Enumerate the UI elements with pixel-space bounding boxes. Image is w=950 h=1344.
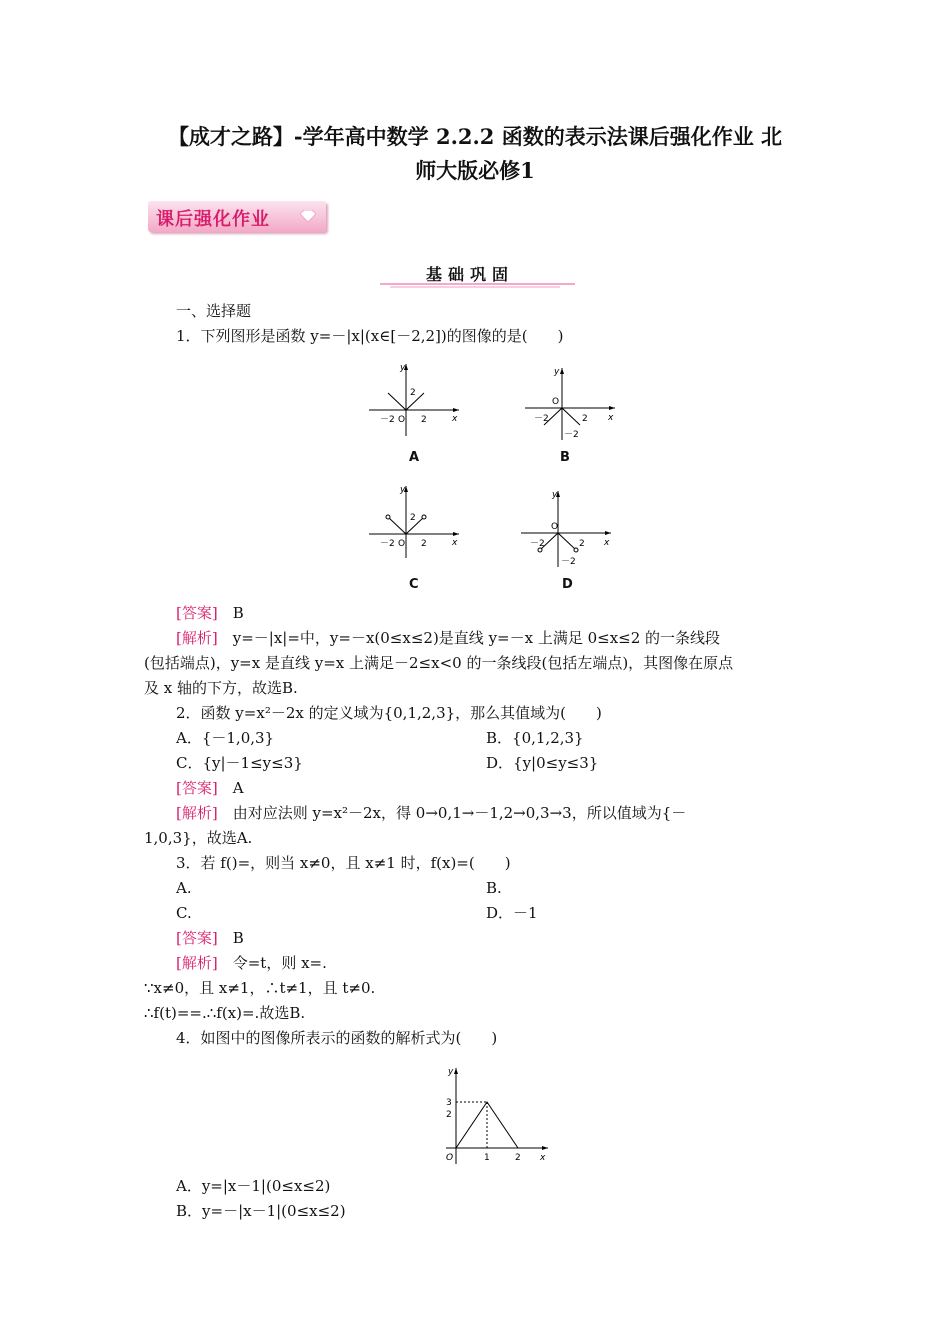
part-heading: 一、选择题 [176, 302, 252, 320]
graph-c-y: y [400, 485, 406, 495]
graph-a-tick-neg2: －2 [380, 415, 395, 425]
graph-a-x: x [452, 414, 458, 424]
title-line-2: 师大版必修1 [415, 158, 535, 183]
q4-graph-tick-2y: 2 [446, 1110, 452, 1120]
diamond-icon [300, 210, 316, 222]
q4-graph-origin: O [446, 1153, 454, 1163]
q3-option-c: C. [176, 904, 192, 922]
q2-option-c: C．{y|－1≤y≤3} [176, 754, 303, 772]
graph-a-label: A [409, 450, 420, 465]
graph-d-label: D [562, 577, 573, 592]
q4-option-a: A．y=|x－1|(0≤x≤2) [176, 1177, 331, 1195]
graph-c-origin: O [398, 539, 406, 549]
q4-graph-tick-2x: 2 [515, 1153, 521, 1163]
q2-answer-value: A [232, 779, 244, 797]
q3-expl-tag: [解析] [176, 954, 218, 972]
graph-d-x: x [604, 538, 610, 548]
graph-a-y: y [400, 363, 406, 373]
graph-c-x: x [452, 538, 458, 548]
q2-answer [176, 776, 244, 801]
section-heading [360, 262, 590, 288]
banner-label: 课后强化作业 [156, 209, 270, 230]
graph-d-origin: O [551, 522, 559, 532]
q1-answer-tag: [答案] [176, 604, 218, 622]
q2-option-b: B．{0,1,2,3} [486, 729, 584, 747]
q2-answer-tag: [答案] [176, 779, 218, 797]
q4-option-b: B．y=－|x－1|(0≤x≤2) [176, 1202, 346, 1220]
q3-option-d: D．－1 [486, 904, 538, 922]
graph-c [364, 482, 464, 560]
q2-explanation-1 [176, 801, 686, 826]
graph-b-y: y [554, 367, 560, 377]
q1-expl-tag: [解析] [176, 629, 218, 647]
q1-explanation-2: (包括端点)，y=x 是直线 y=x 上满足－2≤x<0 的一条线段(包括左端点)，其图像在原点 [144, 654, 734, 672]
graph-q4 [436, 1064, 556, 1168]
q4-graph-y: y [448, 1067, 454, 1077]
graph-b-origin: O [552, 397, 560, 407]
q4-stem: 4．如图中的图像所表示的函数的解析式为( ) [176, 1029, 498, 1047]
q3-explanation-2: ∵x≠0，且 x≠1，∴t≠1，且 t≠0. [144, 979, 376, 997]
q3-explanation-1 [176, 951, 327, 976]
graph-a-origin: O [398, 415, 406, 425]
section-label: 基础巩固 [426, 265, 515, 284]
q4-graph-tick-1: 1 [484, 1153, 490, 1163]
q4-graph-tick-3: 3 [446, 1098, 452, 1108]
graph-c-tick-2x: 2 [421, 539, 427, 549]
q3-answer-value: B [232, 929, 244, 947]
q1-explanation-1 [176, 626, 720, 651]
homework-banner [148, 201, 326, 232]
q3-explanation-3: ∴f(t)==.∴f(x)=.故选B. [144, 1004, 306, 1022]
graph-a-tick-2x: 2 [421, 415, 427, 425]
graph-c-label: C [409, 577, 419, 592]
q2-expl-text-1: 由对应法则 y=x²－2x，得 0→0,1→－1,2→0,3→3，所以值域为{－ [232, 804, 687, 822]
q2-option-a: A．{－1,0,3} [176, 729, 275, 747]
q2-expl-tag: [解析] [176, 804, 218, 822]
graph-b-tick-neg2y: －2 [564, 430, 579, 440]
graph-c-tick-neg2: －2 [380, 539, 395, 549]
q1-stem: 1．下列图形是函数 y=－|x|(x∈[－2,2])的图像的是( ) [176, 327, 564, 345]
q3-answer [176, 926, 244, 951]
page-title [120, 120, 830, 188]
q1-answer-value: B [232, 604, 244, 622]
graph-c-tick-2y: 2 [410, 513, 416, 523]
q3-option-b: B. [486, 879, 502, 897]
graph-d-tick-neg2: －2 [530, 539, 545, 549]
q1-explanation-3: 及 x 轴的下方，故选B. [144, 679, 298, 697]
graph-b [520, 364, 620, 442]
graph-d-tick-2x: 2 [579, 539, 585, 549]
q2-option-d: D．{y|0≤y≤3} [486, 754, 599, 772]
graph-b-tick-neg2: －2 [534, 414, 549, 424]
q1-answer [176, 601, 244, 626]
q3-expl-text-1: 令=t，则 x=. [232, 954, 327, 972]
graph-d [516, 487, 616, 569]
q3-answer-tag: [答案] [176, 929, 218, 947]
graph-d-tick-neg2y: －2 [561, 557, 576, 567]
graph-b-tick-2x: 2 [582, 414, 588, 424]
graph-a [364, 360, 464, 438]
q3-option-a: A. [176, 879, 192, 897]
q2-explanation-2: 1,0,3}，故选A. [144, 829, 253, 847]
q4-graph-x: x [540, 1153, 546, 1163]
q2-stem: 2．函数 y=x²－2x 的定义域为{0,1,2,3}，那么其值域为( ) [176, 704, 602, 722]
q1-expl-text-1: y=－|x|=中，y=－x(0≤x≤2)是直线 y=－x 上满足 0≤x≤2 的一条线段 [232, 629, 721, 647]
q3-stem: 3．若 f()=，则当 x≠0，且 x≠1 时，f(x)=( ) [176, 854, 511, 872]
graph-b-label: B [560, 450, 570, 465]
graph-d-y: y [552, 490, 558, 500]
graph-b-x: x [608, 413, 614, 423]
title-line-1: 【成才之路】-学年高中数学 2.2.2 函数的表示法课后强化作业 北 [167, 124, 783, 149]
graph-a-tick-2y: 2 [410, 388, 416, 398]
